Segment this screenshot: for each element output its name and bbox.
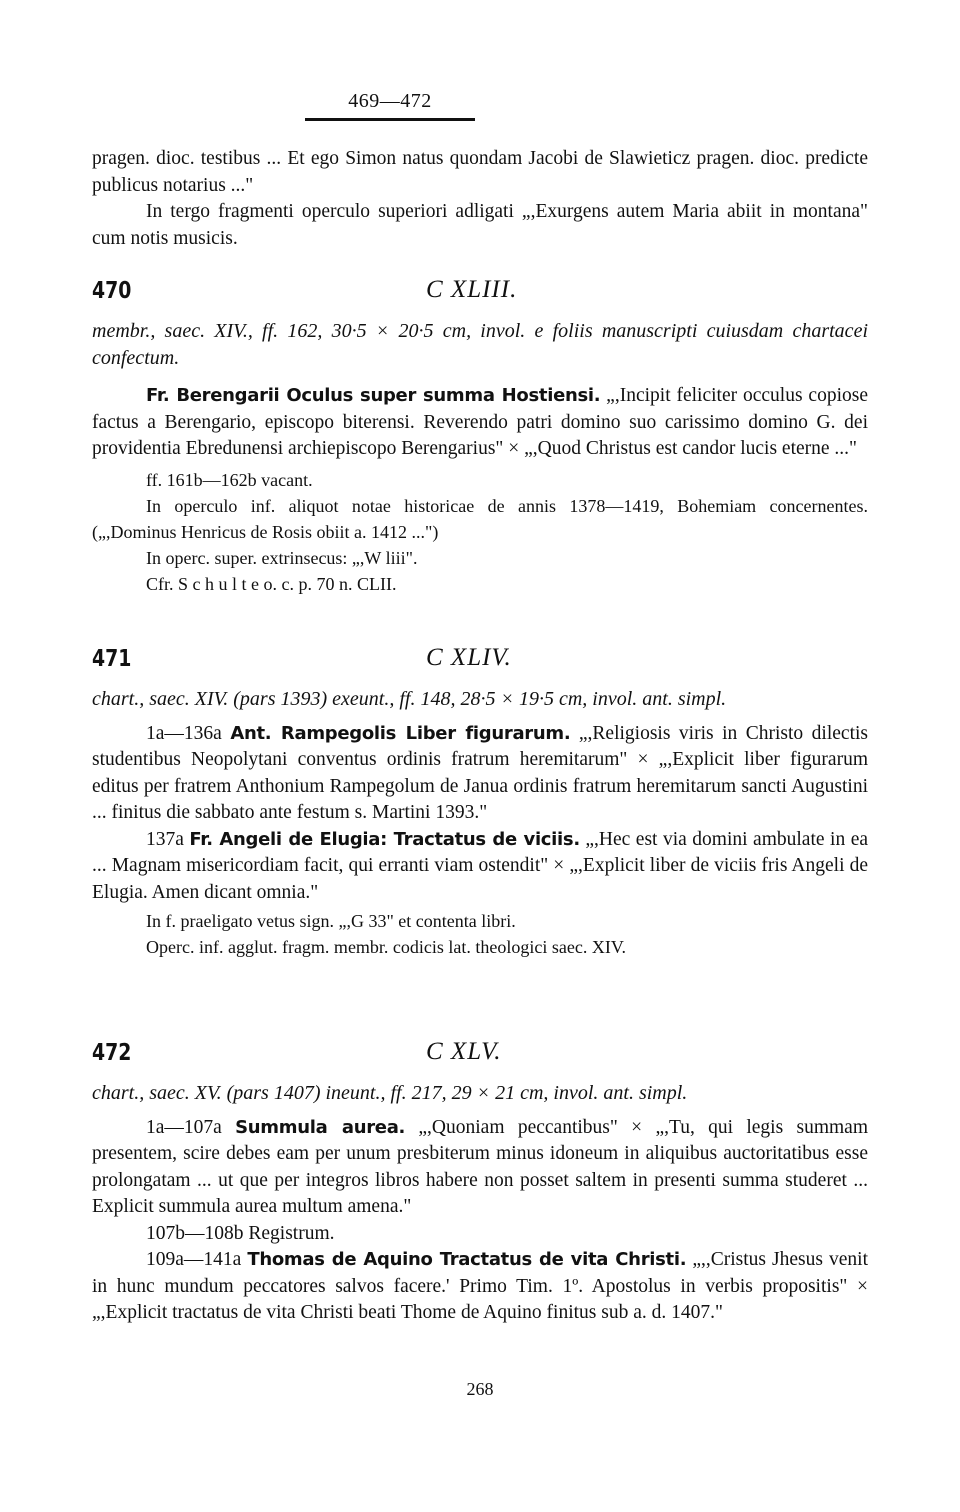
folio-range: 107b—108b bbox=[146, 1222, 244, 1244]
work-text: „,Hec est via domini ambulate in ea ... Magnam misericordiam facit, qui erranti viam ostendit" × „,Explicit liber de viciis fris Angeli de Elugia. Amen dicant omnia." bbox=[92, 828, 869, 903]
header-rule bbox=[305, 118, 475, 121]
running-head-block bbox=[305, 90, 475, 121]
work-text: „,Incipit feliciter occulus copiose factus a Berengario, episcopo biterensi. Reverendo patri domino suo carissimo domino G. dei providentia Ebredunensi archiepiscopo Berengarius" × „,Quod Christus est candor lucis eterne ..." bbox=[92, 385, 868, 459]
work-title: Fr. Berengarii Oculus super summa Hostiensi. bbox=[146, 385, 601, 406]
entry-content bbox=[92, 383, 868, 463]
entry-number: 471 bbox=[92, 646, 132, 672]
entry-470-heading bbox=[92, 278, 868, 318]
work-text: „,,Cristus Jhesus venit in hunc mundum peccatores salvos facere.' Primo Tim. 1º. Apostolus in verbis propositis" × „,Explicit tractatus de vita Christi beati Thome de Aquino finitus sub a. d. 1407." bbox=[92, 1249, 868, 1323]
work-title: Thomas de Aquino Tractatus de vita Christi. bbox=[247, 1249, 687, 1270]
folio-range: 1a—136a bbox=[146, 722, 222, 744]
entry-signature: C XLV. bbox=[426, 1038, 502, 1065]
work-title: Summula aurea. bbox=[235, 1116, 406, 1138]
entry-note: ff. 161b—162b vacant. bbox=[146, 469, 313, 490]
entry-description: chart., saec. XIV. (pars 1393) exeunt., ff. 148, 28·5 × 19·5 cm, invol. ant. simpl. bbox=[92, 688, 727, 710]
work-title: Ant. Rampegolis Liber figurarum. bbox=[230, 722, 571, 744]
page-number: 268 bbox=[466, 1379, 494, 1399]
entry-472-heading bbox=[92, 1040, 868, 1080]
entry-signature: C XLIII. bbox=[426, 276, 518, 303]
entry-note: In operc. super. extrinsecus: „,W liii". bbox=[146, 547, 418, 568]
entry-470 bbox=[92, 278, 868, 597]
entry-item bbox=[92, 1247, 868, 1327]
entry-item bbox=[92, 1115, 868, 1221]
entry-note: In operculo inf. aliquot notae historicae de annis 1378—1419, Bohemiam concernentes. („,Dominus Henricus de Rosis obiit a. 1412 ...") bbox=[92, 495, 868, 542]
work-text: „,Religiosis viris in Christo dilectis studentibus Neopolytani conventus ordinis fratrum heremitarum" × „,Explicit liber figurarum editus per fratrem Anthonium Rampegolum de Janua ordinis fratrum heremitarum sancti Augustini ... finitus die sabbato ante festum s. Martini 1393." bbox=[92, 722, 869, 823]
work-title: Fr. Angeli de Elugia: Tractatus de viciis. bbox=[189, 828, 580, 850]
entry-note: Cfr. S c h u l t e o. c. p. 70 n. CLII. bbox=[146, 573, 397, 594]
folio-range: 1a—107a bbox=[146, 1116, 222, 1138]
entry-note: In f. praeligato vetus sign. „,G 33" et contenta libri. bbox=[146, 911, 516, 931]
entry-note: Operc. inf. agglut. fragm. membr. codicis lat. theologici saec. XIV. bbox=[146, 937, 627, 957]
folio-range: 137a bbox=[146, 828, 184, 850]
work-text: Registrum. bbox=[243, 1222, 335, 1244]
running-head: 469—472 bbox=[348, 90, 432, 112]
entry-472 bbox=[92, 1040, 868, 1327]
work-text: „,Quoniam peccantibus" × „,Tu, qui legis summam presentem, scire debes eam per unum presbiterum minus idoneum in aliquibus auctoritatibus esse prolongatam ... ut que per integros libros habere non posset saltem in presenti summa studeret ... Explicit summula aurea multum amena." bbox=[92, 1116, 868, 1217]
intro-line-2: In tergo fragmenti operculo superiori adligati „,Exurgens autem Maria abiit in montana" cum notis musicis. bbox=[92, 201, 868, 249]
entry-number: 470 bbox=[92, 278, 132, 304]
entry-471-heading bbox=[92, 646, 868, 686]
entry-item bbox=[92, 827, 868, 907]
folio-range: 109a—141a bbox=[146, 1249, 242, 1270]
entry-item bbox=[92, 1221, 868, 1248]
intro-line-1: pragen. dioc. testibus ... Et ego Simon natus quondam Jacobi de Slawieticz pragen. dioc. predicte publicus notarius ..." bbox=[92, 148, 868, 196]
entry-description: chart., saec. XV. (pars 1407) ineunt., ff. 217, 29 × 21 cm, invol. ant. simpl. bbox=[92, 1082, 688, 1104]
entry-number: 472 bbox=[92, 1040, 132, 1066]
entry-signature: C XLIV. bbox=[426, 644, 512, 671]
entry-item bbox=[92, 721, 868, 827]
intro-block bbox=[92, 146, 868, 252]
entry-description: membr., saec. XIV., ff. 162, 30·5 × 20·5 cm, invol. e foliis manuscripti cuiusdam chartacei confectum. bbox=[92, 320, 868, 369]
entry-471 bbox=[92, 646, 868, 960]
